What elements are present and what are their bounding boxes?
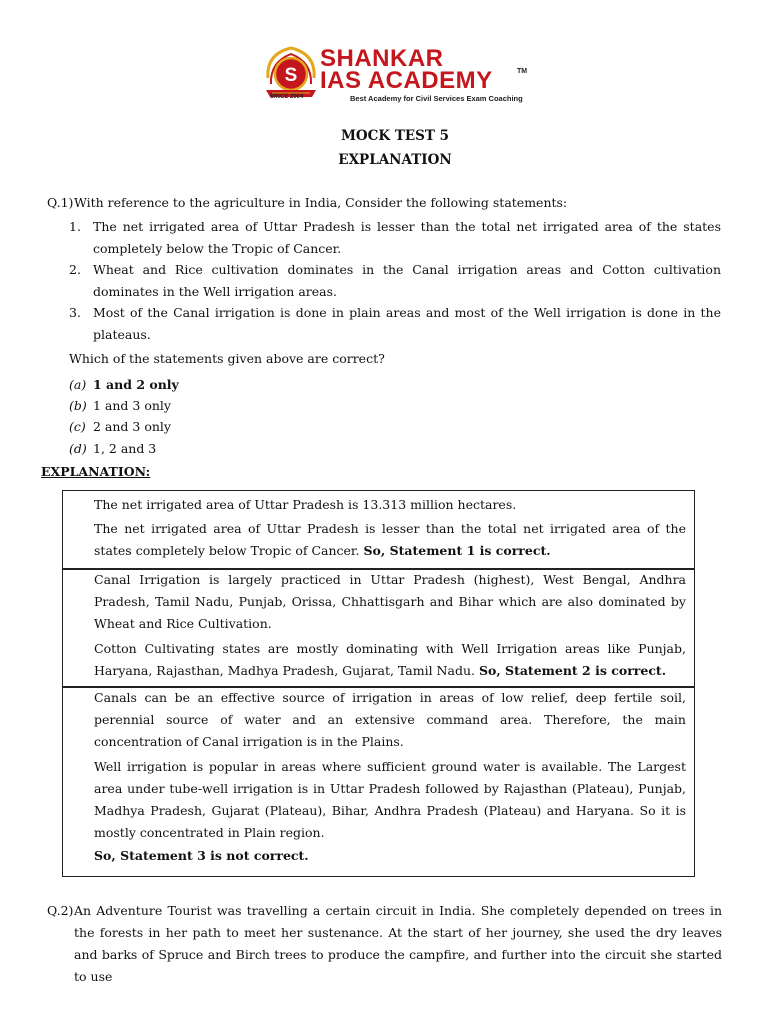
explanation-text: The net irrigated area of Uttar Pradesh is lesser than the total net irrigated area of the states completely below Tropic of Cancer. <box>94 521 686 558</box>
statement-text: Wheat and Rice cultivation dominates in the Canal irrigation areas and Cotton cultivation dominates in the Well irrigation areas. <box>93 262 721 299</box>
statement-number: 2. <box>69 262 81 277</box>
option-text: 1 and 2 only <box>93 377 179 392</box>
explanation-box-2 <box>62 568 695 688</box>
statement-verdict: So, Statement 3 is not correct. <box>94 848 309 863</box>
question-number: Q.2) <box>47 903 74 918</box>
statement-number: 3. <box>69 305 81 320</box>
explanation-box-1 <box>62 490 695 570</box>
trademark-mark: TM <box>517 68 528 75</box>
option-text: 1 and 3 only <box>93 398 171 413</box>
explanation-heading: EXPLANATION: <box>41 464 151 479</box>
statement-verdict: So, Statement 2 is correct. <box>478 663 667 678</box>
page-title: MOCK TEST 5 <box>340 128 450 144</box>
explanation-paragraph <box>94 638 686 682</box>
statement-number: 1. <box>69 219 81 234</box>
emblem-letter: S <box>284 65 298 86</box>
explanation-paragraph: The net irrigated area of Uttar Pradesh is 13.313 million hectares. <box>94 497 517 512</box>
option-text: 2 and 3 only <box>93 419 171 434</box>
explanation-paragraph <box>94 518 686 562</box>
statement-text: The net irrigated area of Uttar Pradesh is lesser than the total net irrigated area of the states completely below the Tropic of Cancer. <box>93 219 721 256</box>
question-text: An Adventure Tourist was travelling a certain circuit in India. She completely depended on trees in the forests in her path to meet her sustenance. At the start of her journey, she used the dry leaves and barks of Spruce and Birch trees to produce the campfire, and further into the circuit she started to use <box>74 903 722 984</box>
option-text: 1, 2 and 3 <box>93 441 157 456</box>
statement-verdict: So, Statement 1 is correct. <box>363 543 551 558</box>
question-prompt-text: Which of the statements given above are correct? <box>69 351 385 366</box>
question-number: Q.1) <box>47 195 74 210</box>
explanation-box-3 <box>62 686 695 877</box>
explanation-paragraph: Canal Irrigation is largely practiced in Uttar Pradesh (highest), West Bengal, Andhra Pradesh, Tamil Nadu, Punjab, Orissa, Chhattisgarh and Bihar which are also dominated by Wheat and Rice Cultivation. <box>94 572 686 631</box>
page-subtitle: EXPLANATION <box>338 152 452 168</box>
question-text: With reference to the agriculture in India, Consider the following statements: <box>74 195 568 210</box>
brand-name-line1: SHANKAR <box>320 45 444 72</box>
option-a <box>69 375 179 395</box>
option-c <box>69 417 171 437</box>
option-letter: (d) <box>69 441 87 456</box>
option-letter: (a) <box>69 377 87 392</box>
explanation-paragraph: Well irrigation is popular in areas where sufficient ground water is available. The Largest area under tube-well irrigation is in Uttar Pradesh followed by Rajasthan (Plateau), Punjab, Madhya Pradesh, Gujarat (Plateau), Bihar, Andhra Pradesh (Plateau) and Haryana. So it is mostly concentrated in Plain region. <box>94 759 686 840</box>
since-year: SINCE 2004 <box>270 94 304 100</box>
explanation-text: Cotton Cultivating states are mostly dominating with Well Irrigation areas like Punjab, Haryana, Rajasthan, Madhya Pradesh, Gujarat, Tamil Nadu. <box>94 641 686 678</box>
brand-name-line2: IAS ACADEMY <box>320 67 493 94</box>
brand-tagline: Best Academy for Civil Services Exam Coaching <box>350 94 523 103</box>
option-letter: (b) <box>69 398 87 413</box>
statement-text: Most of the Canal irrigation is done in plain areas and most of the Well irrigation is done in the plateaus. <box>93 305 721 342</box>
explanation-paragraph: Canals can be an effective source of irrigation in areas of low relief, deep fertile soil, perennial source of water and an extensive command area. Therefore, the main concentration of Canal irrigation is in the Plains. <box>94 690 686 749</box>
option-letter: (c) <box>69 419 86 434</box>
option-d <box>69 439 156 459</box>
option-b <box>69 396 171 416</box>
